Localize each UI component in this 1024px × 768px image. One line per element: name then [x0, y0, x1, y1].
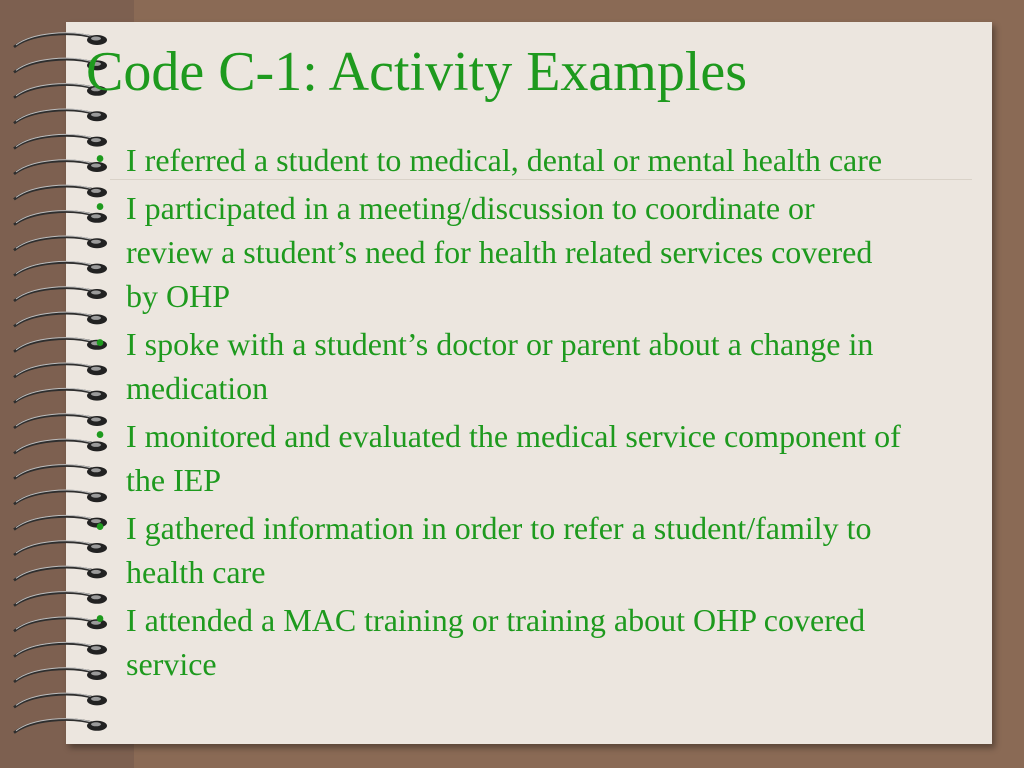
list-item: [86, 322, 906, 410]
list-item: [86, 186, 906, 318]
bullet-icon: •: [95, 420, 105, 451]
bullet-icon: •: [95, 144, 105, 175]
list-item-text: I monitored and evaluated the medical service component of the IEP: [126, 418, 901, 498]
list-item: [86, 138, 906, 182]
list-item: [86, 414, 906, 502]
list-item: [86, 506, 906, 594]
list-item: [86, 598, 906, 686]
bullet-icon: •: [95, 604, 105, 635]
list-item-text: I gathered information in order to refer a student/family to health care: [126, 510, 872, 590]
list-item-text: I attended a MAC training or training about OHP covered service: [126, 602, 866, 682]
bullet-icon: •: [95, 328, 105, 359]
list-item-text: I participated in a meeting/discussion to coordinate or review a student’s need for health related services covered by OHP: [126, 190, 873, 314]
spiral-ring: [14, 109, 107, 123]
list-item-text: I spoke with a student’s doctor or parent about a change in medication: [126, 326, 874, 406]
bullet-icon: •: [95, 512, 105, 543]
bullet-list: [86, 138, 906, 690]
spiral-ring: [14, 719, 107, 733]
bullet-icon: •: [95, 192, 105, 223]
spiral-ring: [14, 693, 107, 707]
slide-title: Code C-1: Activity Examples: [86, 41, 748, 103]
list-item-text: I referred a student to medical, dental or mental health care: [126, 142, 883, 178]
